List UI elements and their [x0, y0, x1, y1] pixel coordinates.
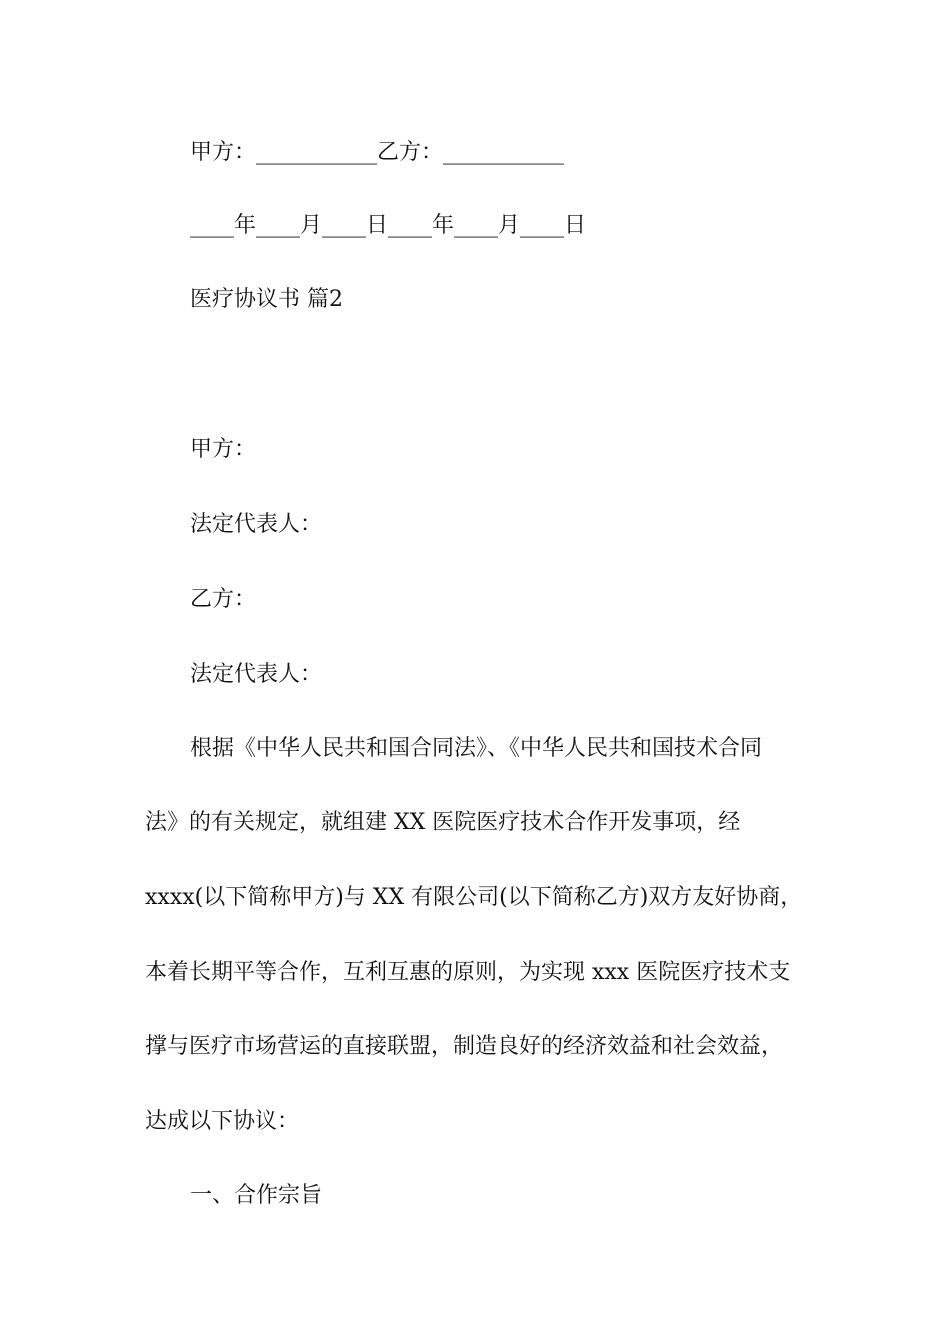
paragraph-line: 撑与医疗市场营运的直接联盟，制造良好的经济效益和社会效益， — [145, 1034, 784, 1059]
paragraph-line: 本着长期平等合作，互利互惠的原则，为实现 xxx 医院医疗技术支 — [145, 960, 791, 985]
paragraph-line: 法》的有关规定，就组建 XX 医院医疗技术合作开发事项，经 — [145, 810, 741, 835]
signature-line: 甲方：___________乙方：___________ — [190, 140, 565, 165]
section-heading: 医疗协议书 篇2 — [190, 287, 343, 312]
clause-heading: 一、合作宗旨 — [190, 1183, 323, 1208]
party-b-label: 乙方： — [190, 587, 257, 612]
paragraph-line: xxxx(以下简称甲方)与 XX 有限公司(以下简称乙方)双方友好协商， — [145, 885, 803, 910]
party-b-representative-label: 法定代表人： — [190, 662, 323, 687]
party-a-label: 甲方： — [190, 437, 257, 462]
paragraph-line: 达成以下协议： — [145, 1109, 300, 1134]
date-line: ____年____月____日____年____月____日 — [190, 213, 587, 238]
party-a-representative-label: 法定代表人： — [190, 512, 323, 537]
paragraph-line: 根据《中华人民共和国合同法》、《中华人民共和国技术合同 — [190, 736, 763, 761]
